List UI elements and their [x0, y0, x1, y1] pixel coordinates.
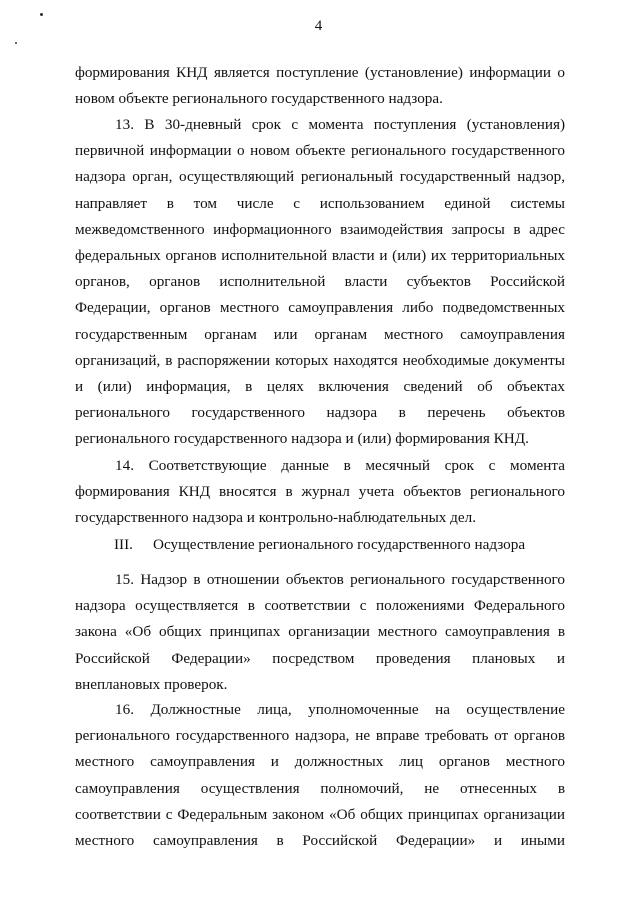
paragraph-13	[75, 112, 565, 453]
scan-speck	[15, 42, 17, 44]
paragraph-text: 16. Должностные лица, уполномоченные на осуществление регионального государственного надзора, не вправе требовать от органов местного самоуправления и должностных лиц органов местного самоуправления осуществления полномочий, не отнесенных в соответствии с Федеральным законом «Об общих принципах организации местного самоуправления в Российской Федерации» и иными	[75, 701, 565, 850]
paragraph-14	[75, 453, 565, 532]
section-title: Осуществление регионального государственного надзора	[153, 536, 526, 553]
section-number: III.	[114, 536, 133, 553]
paragraph-16	[75, 697, 565, 854]
paragraph-12-continued	[75, 60, 565, 112]
paragraph-15	[75, 567, 565, 698]
paragraph-text: 15. Надзор в отношении объектов регионального государственного надзора осуществляется в соответствии с положениями Федерального закона «Об общих принципах организации местного самоуправления в Российской Федерации» посредством проведения плановых и внеплановых проверок.	[75, 571, 565, 693]
paragraph-text: формирования КНД является поступление (установление) информации о новом объекте регионального государственного надзора.	[75, 64, 565, 108]
scan-speck	[40, 13, 43, 16]
page-number: 4	[314, 18, 323, 34]
paragraph-text: 13. В 30-дневный срок с момента поступления (установления) первичной информации о новом объекте регионального государственного надзора орган, осуществляющий региональный государственный надзор, направляет в том числе с использованием единой системы межведомственного информационного взаимодействия запросы в адрес федеральных органов исполнительной власти и (или) их территориальных органов, органов исполнительной власти субъектов Российской Федерации, органов местного самоуправления либо подведомственных государственным органам или органам местного самоуправления организаций, в распоряжении которых находятся необходимые документы и (или) информация, в целях включения сведений об объектах регионального государственного надзора в перечень объектов регионального государственного надзора и (или) формирования КНД.	[75, 116, 565, 448]
paragraph-text: 14. Соответствующие данные в месячный срок с момента формирования КНД вносятся в журнал учета объектов регионального государственного надзора и контрольно-наблюдательных дел.	[75, 457, 565, 527]
